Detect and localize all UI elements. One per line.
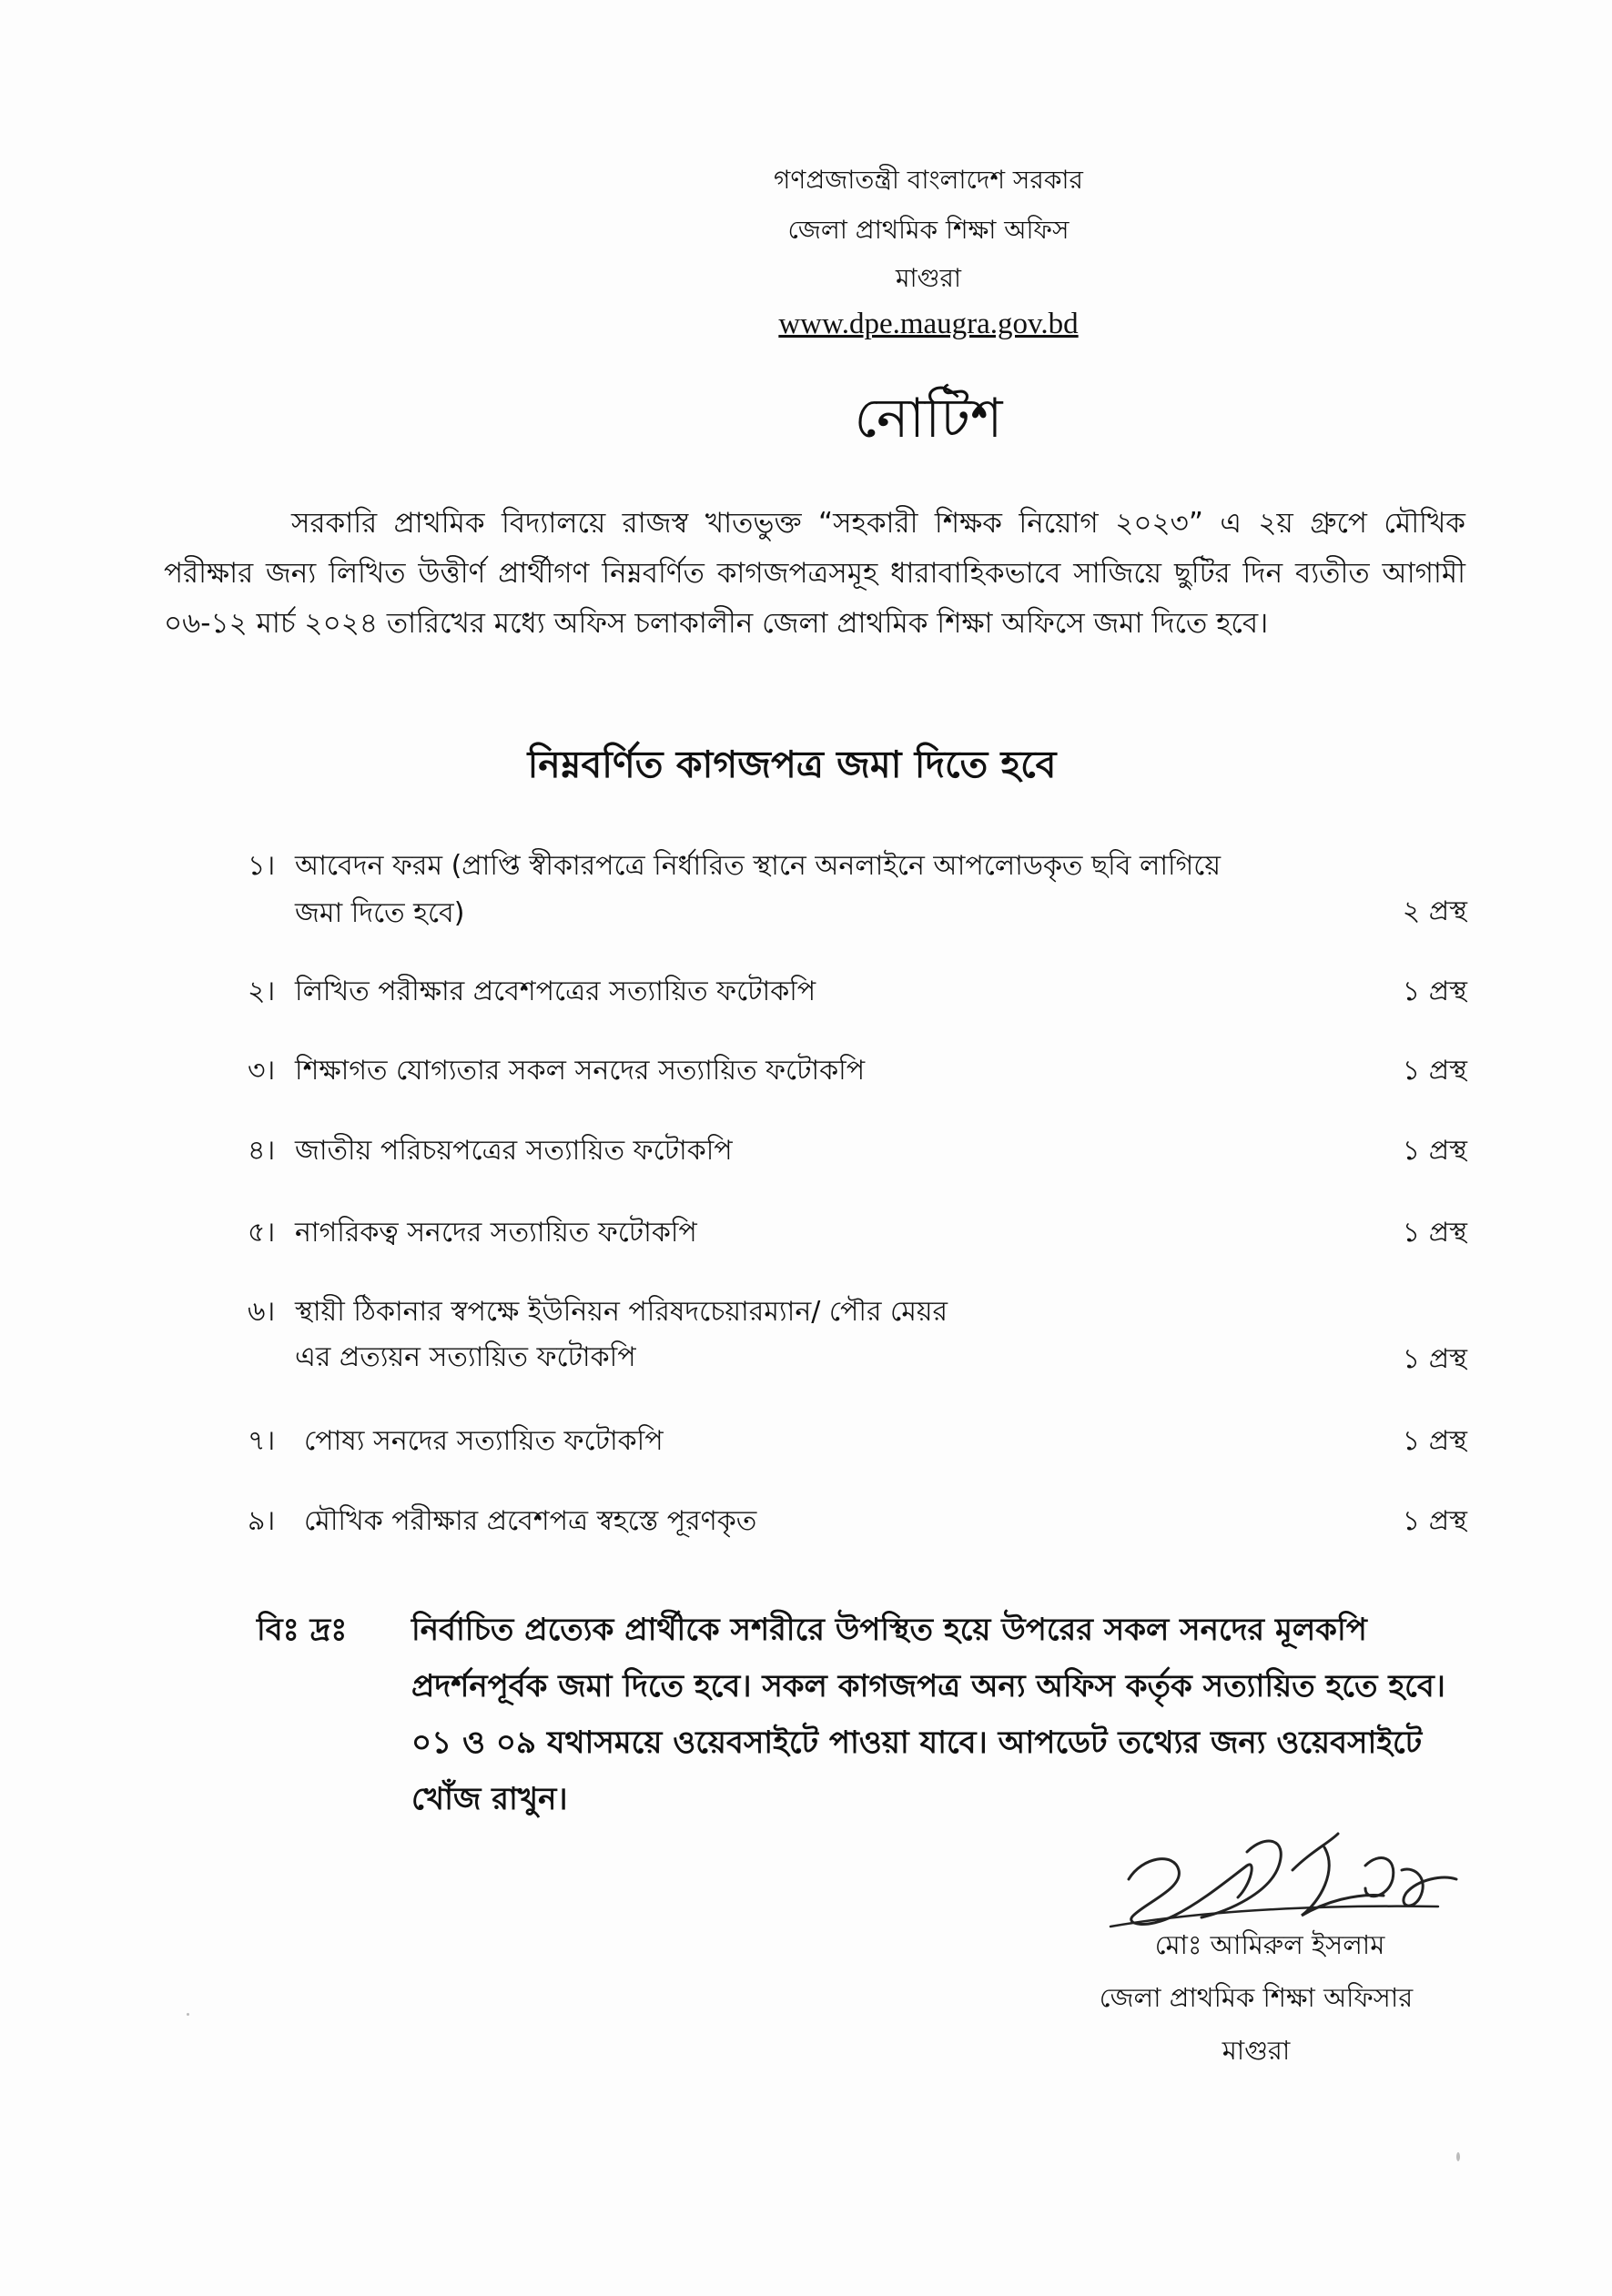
scan-speck: [187, 2013, 189, 2016]
item-copies: ১ প্রস্থ: [1402, 1055, 1467, 1087]
office-name: জেলা প্রাথমিক শিক্ষা অফিস: [787, 215, 1070, 245]
item-copies: ১ প্রস্থ: [1402, 1217, 1467, 1249]
signatory-name: মোঃ আমিরুল ইসলাম: [1154, 1929, 1385, 1960]
item-text-line1: আবেদন ফরম (প্রাপ্তি স্বীকারপত্রে নির্ধারিত স্থানে অনলাইনে আপলোডকৃত ছবি লাগিয়ে: [295, 850, 1221, 882]
required-documents-heading: নিম্নবর্ণিত কাগজপত্র জমা দিতে হবে: [527, 743, 1057, 786]
item-number: ১।: [248, 850, 276, 882]
item-text: মৌখিক পরীক্ষার প্রবেশপত্র স্বহস্তে পূরণকৃত: [304, 1505, 757, 1537]
item-text-line1: স্থায়ী ঠিকানার স্বপক্ষে ইউনিয়ন পরিষদচেয়ারম্যান/ পৌর মেয়র: [295, 1296, 948, 1328]
item-text: লিখিত পরীক্ষার প্রবেশপত্রের সত্যায়িত ফটোকপি: [295, 976, 816, 1007]
item-number: ৪।: [248, 1135, 276, 1167]
list-item: [248, 1292, 1467, 1383]
item-text-line2: এর প্রত্যয়ন সত্যায়িত ফটোকপি: [295, 1341, 636, 1373]
item-text-line2: জমা দিতে হবে): [295, 897, 465, 929]
item-text: পোষ্য সনদের সত্যায়িত ফটোকপি: [304, 1425, 664, 1457]
item-number: ২।: [248, 976, 276, 1007]
signatory-block: [1047, 1918, 1465, 2077]
intro-paragraph: সরকারি প্রাথমিক বিদ্যালয়ে রাজস্ব খাতভুক্ত “সহকারী শিক্ষক নিয়োগ ২০২৩” এ ২য় গ্রুপে মৌখিক পরীক্ষার জন্য লিখিত উত্তীর্ণ প্রার্থীগণ নিম্নবর্ণিত কাগজপত্রসমূহ ধারাবাহিকভাবে সাজিয়ে ছুটির দিন ব্যতীত আগামী ০৬-১২ মার্চ ২০২৪ তারিখের মধ্যে অফিস চলাকালীন জেলা প্রাথমিক শিক্ষা অফিসে জমা দিতে হবে।: [164, 507, 1465, 640]
item-text: জাতীয় পরিচয়পত্রের সত্যায়িত ফটোকপি: [295, 1135, 733, 1167]
district-name: মাগুরা: [895, 263, 962, 293]
item-number: ৩।: [248, 1055, 276, 1087]
item-copies: ১ প্রস্থ: [1402, 1343, 1467, 1375]
item-copies: ১ প্রস্থ: [1402, 1505, 1467, 1537]
item-number: ৭।: [248, 1425, 276, 1457]
item-copies: ১ প্রস্থ: [1402, 976, 1467, 1007]
note-text: নির্বাচিত প্রত্যেক প্রার্থীকে সশরীরে উপস্থিত হয়ে উপরের সকল সনদের মূলকপি প্রদর্শনপূর্বক জমা দিতে হবে। সকল কাগজপত্র অন্য অফিস কর্তৃক সত্যায়িত হতে হবে। ০১ ও ০৯ যথাসময়ে ওয়েবসাইটে পাওয়া যাবে। আপডেট তথ্যের জন্য ওয়েবসাইটে খোঁজ রাখুন।: [411, 1612, 1445, 1817]
item-copies: ২ প্রস্থ: [1402, 895, 1467, 927]
item-copies: ১ প্রস্থ: [1402, 1425, 1467, 1457]
signatory-district: মাগুরা: [1222, 2035, 1291, 2066]
government-name: গণপ্রজাতন্ত্রী বাংলাদেশ সরকার: [774, 165, 1083, 195]
item-text: [295, 846, 1287, 934]
item-copies: ১ প্রস্থ: [1402, 1135, 1467, 1167]
website-link[interactable]: www.dpe.maugra.gov.bd: [778, 308, 1079, 340]
item-text: নাগরিকত্ব সনদের সত্যায়িত ফটোকপি: [295, 1217, 697, 1249]
scan-mark: [1456, 2152, 1460, 2161]
signatory-designation: জেলা প্রাথমিক শিক্ষা অফিসার: [1099, 1982, 1414, 2013]
item-number: ৬।: [248, 1296, 276, 1328]
note-label: বিঃ দ্রঃ: [257, 1612, 348, 1648]
item-number: ৫।: [248, 1217, 276, 1249]
notice-title: নোটিশ: [854, 387, 1003, 450]
item-text: শিক্ষাগত যোগ্যতার সকল সনদের সত্যায়িত ফটোকপি: [295, 1055, 866, 1087]
list-item: [248, 846, 1467, 937]
item-number: ৯।: [248, 1505, 276, 1537]
item-text: [295, 1292, 1287, 1378]
